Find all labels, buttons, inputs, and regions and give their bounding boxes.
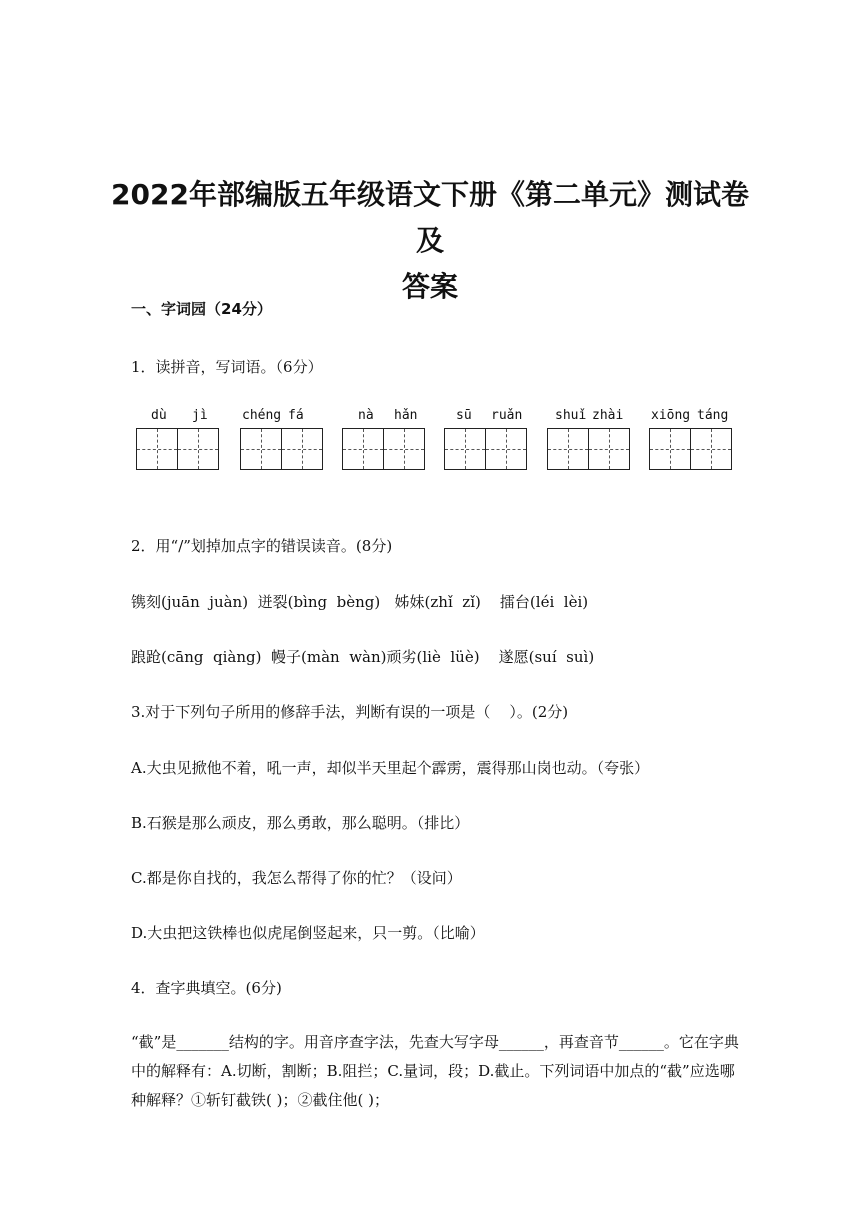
pinyin-syllable: zhài	[592, 408, 624, 423]
question-2-prompt: 2．用“/”划掉加点字的错误读音。(8分)	[131, 537, 393, 555]
pinyin-syllable: hǎn	[394, 408, 418, 423]
question-3-option-a: A.大虫见掀他不着，吼一声，却似半天里起个霹雳，震得那山岗也动。（夸张）	[131, 759, 650, 777]
writing-box[interactable]	[485, 428, 527, 470]
pinyin-syllable: jì	[192, 408, 208, 423]
writing-box[interactable]	[281, 428, 323, 470]
writing-box[interactable]	[177, 428, 219, 470]
writing-box[interactable]	[444, 428, 486, 470]
writing-box[interactable]	[547, 428, 589, 470]
question-3-option-d: D.大虫把这铁棒也似虎尾倒竖起来，只一剪。（比喻）	[131, 924, 485, 942]
section-heading: 一、字词园（24分）	[131, 300, 272, 318]
pinyin-syllable: xiōng	[651, 408, 691, 423]
question-2-line-2: 踉跄(cāng qiàng) 幔子(màn wàn)顽劣(liè lüè) 遂愿(suí suì)	[131, 648, 595, 666]
pinyin-syllable: fá	[288, 408, 304, 423]
question-2-line-1: 镌刻(juān juàn) 迸裂(bìng bèng) 姊妹(zhǐ zǐ) 擂台(léi lèi)	[131, 593, 589, 611]
pinyin-syllable: shuǐ	[555, 408, 587, 423]
question-3-option-b: B.石猴是那么顽皮，那么勇敢，那么聪明。（排比）	[131, 814, 470, 832]
writing-boxes	[136, 428, 219, 470]
writing-boxes	[649, 428, 732, 470]
pinyin-syllable: táng	[697, 408, 729, 423]
question-4-paragraph: “截”是_______结构的字。用音序查字法，先查大写字母______，再查音节______。它在字典中的解释有：A.切断，割断；B.阻拦；C.量词，段；D.截止。下列词语中加点的“截”应选哪种解释？①斩钉截铁( )；②截住他( )；	[131, 1033, 739, 1109]
pinyin-syllable: sū	[456, 408, 472, 423]
writing-box[interactable]	[240, 428, 282, 470]
question-1-prompt: 1．读拼音，写词语。（6分）	[131, 358, 323, 376]
pinyin-syllable: ruǎn	[491, 408, 523, 423]
writing-boxes	[444, 428, 527, 470]
document-title	[100, 172, 760, 310]
title-line-2: 答案	[401, 270, 458, 303]
writing-box[interactable]	[649, 428, 691, 470]
question-3-prompt: 3.对于下列句子所用的修辞手法，判断有误的一项是（ ）。(2分)	[131, 703, 569, 721]
writing-boxes	[547, 428, 630, 470]
writing-boxes	[240, 428, 323, 470]
question-4-prompt: 4．查字典填空。(6分)	[131, 979, 282, 997]
pinyin-syllable: nà	[358, 408, 374, 423]
pinyin-syllable: chéng	[242, 408, 282, 423]
writing-box[interactable]	[136, 428, 178, 470]
writing-box[interactable]	[342, 428, 384, 470]
writing-box[interactable]	[690, 428, 732, 470]
pinyin-grid-row	[131, 408, 736, 478]
writing-box[interactable]	[588, 428, 630, 470]
writing-box[interactable]	[383, 428, 425, 470]
pinyin-syllable: dù	[151, 408, 167, 423]
title-line-1: 2022年部编版五年级语文下册《第二单元》测试卷及	[111, 178, 749, 257]
writing-boxes	[342, 428, 425, 470]
question-3-option-c: C.都是你自找的，我怎么帮得了你的忙？（设问）	[131, 869, 462, 887]
